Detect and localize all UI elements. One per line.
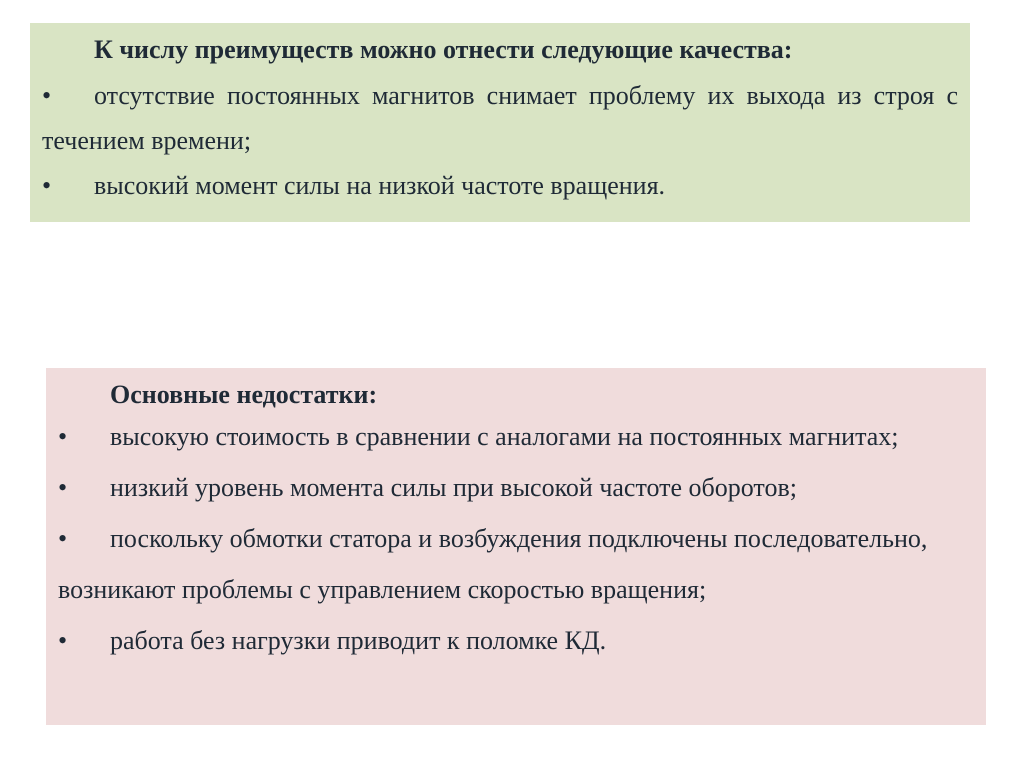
list-item [58, 411, 974, 462]
advantages-list [42, 73, 958, 208]
disadvantage-item-3: поскольку обмотки статора и возбуждения подключены последовательно, возникают проблемы с управлением скоростью вращения; [58, 524, 928, 604]
advantages-panel [30, 23, 970, 222]
list-item [58, 615, 974, 666]
advantage-item-1: отсутствие постоянных магнитов снимает проблему их выхода из строя с течением времени; [42, 81, 958, 155]
bullet-icon: • [42, 81, 52, 110]
list-item [58, 462, 974, 513]
disadvantages-list [58, 411, 974, 666]
bullet-icon: • [58, 524, 68, 553]
disadvantage-item-2: низкий уровень момента силы при высокой частоте оборотов; [110, 473, 797, 502]
advantages-heading: К числу преимуществ можно отнести следующие качества: [94, 35, 793, 64]
disadvantage-item-1: высокую стоимость в сравнении с аналогами на постоянных магнитах; [110, 422, 899, 451]
advantage-item-2: высокий момент силы на низкой частоте вращения. [94, 171, 666, 200]
list-item [58, 513, 974, 615]
bullet-icon: • [42, 171, 52, 200]
list-item [42, 163, 958, 208]
disadvantages-panel [46, 368, 986, 725]
bullet-icon: • [58, 422, 68, 451]
list-item [42, 73, 958, 163]
disadvantage-item-4: работа без нагрузки приводит к поломке КД. [110, 626, 607, 655]
bullet-icon: • [58, 473, 68, 502]
disadvantages-heading: Основные недостатки: [110, 380, 378, 409]
bullet-icon: • [58, 626, 68, 655]
